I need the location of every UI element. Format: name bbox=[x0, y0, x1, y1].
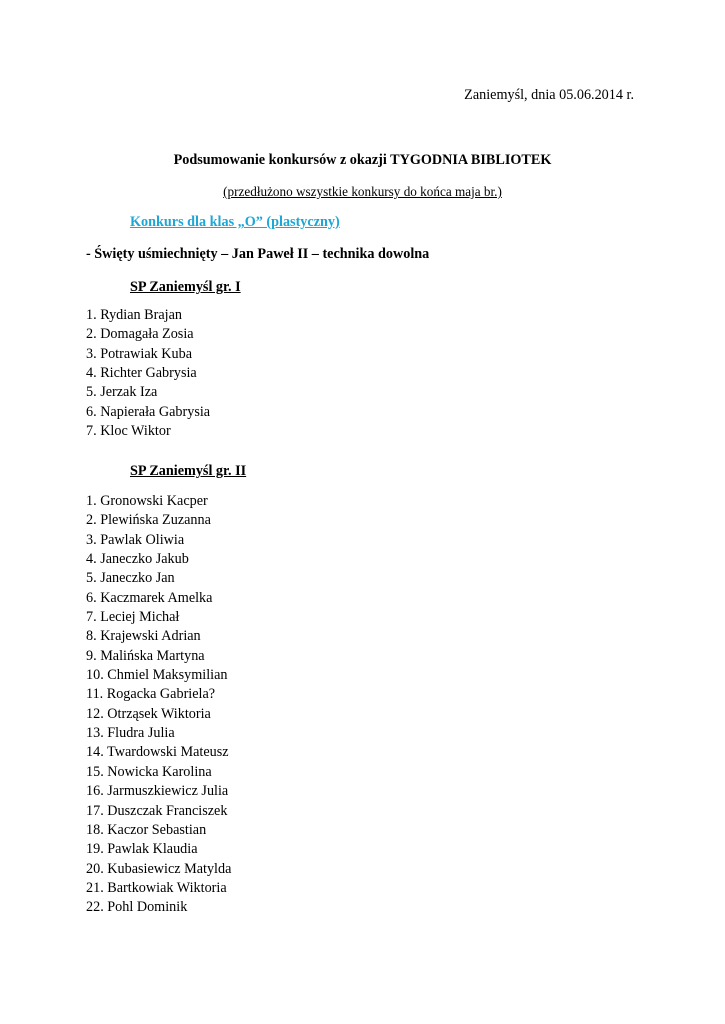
document-title: Podsumowanie konkursów z okazji TYGODNIA BIBLIOTEK bbox=[173, 152, 552, 168]
contest-heading: Konkurs dla klas „O” (plastyczny) bbox=[130, 214, 340, 230]
list-item: 5. Janeczko Jan bbox=[86, 570, 175, 587]
list-item: 14. Twardowski Mateusz bbox=[86, 744, 229, 761]
list-item: 2. Domagała Zosia bbox=[86, 326, 194, 343]
list-item: 7. Leciej Michał bbox=[86, 609, 180, 626]
contest-topic: - Święty uśmiechnięty – Jan Paweł II – technika dowolna bbox=[86, 246, 430, 262]
date-line: Zaniemyśl, dnia 05.06.2014 r. bbox=[464, 87, 634, 103]
list-item: 22. Pohl Dominik bbox=[86, 899, 188, 916]
list-item: 9. Malińska Martyna bbox=[86, 647, 205, 664]
group-2-list bbox=[86, 492, 231, 918]
list-item: 4. Richter Gabrysia bbox=[86, 365, 197, 382]
list-item: 17. Duszczak Franciszek bbox=[86, 802, 228, 819]
list-item: 12. Otrząsek Wiktoria bbox=[86, 705, 211, 722]
list-item: 13. Fludra Julia bbox=[86, 725, 175, 742]
list-item: 7. Kloc Wiktor bbox=[86, 423, 171, 440]
list-item: 2. Plewińska Zuzanna bbox=[86, 512, 211, 529]
list-item: 6. Kaczmarek Amelka bbox=[86, 589, 213, 606]
list-item: 20. Kubasiewicz Matylda bbox=[86, 860, 232, 877]
group-heading-gr-2: SP Zaniemyśl gr. II bbox=[130, 463, 247, 479]
group-heading-gr-1: SP Zaniemyśl gr. I bbox=[130, 279, 241, 295]
list-item: 6. Napierała Gabrysia bbox=[86, 403, 211, 420]
list-item: 18. Kaczor Sebastian bbox=[86, 821, 207, 838]
list-item: 1. Gronowski Kacper bbox=[86, 493, 208, 509]
list-item: 5. Jerzak Iza bbox=[86, 384, 158, 401]
list-item: 1. Rydian Brajan bbox=[86, 307, 182, 323]
group-1-list bbox=[86, 306, 210, 441]
list-item: 10. Chmiel Maksymilian bbox=[86, 667, 228, 684]
document-subtitle: (przedłużono wszystkie konkursy do końca maja br.) bbox=[223, 184, 502, 199]
list-item: 15. Nowicka Karolina bbox=[86, 763, 212, 780]
list-item: 19. Pawlak Klaudia bbox=[86, 841, 198, 858]
list-item: 8. Krajewski Adrian bbox=[86, 628, 201, 645]
list-item: 3. Pawlak Oliwia bbox=[86, 531, 185, 548]
list-item: 3. Potrawiak Kuba bbox=[86, 345, 192, 362]
list-item: 21. Bartkowiak Wiktoria bbox=[86, 879, 227, 896]
list-item: 16. Jarmuszkiewicz Julia bbox=[86, 783, 229, 800]
list-item: 11. Rogacka Gabriela? bbox=[86, 686, 216, 703]
list-item: 4. Janeczko Jakub bbox=[86, 551, 189, 568]
